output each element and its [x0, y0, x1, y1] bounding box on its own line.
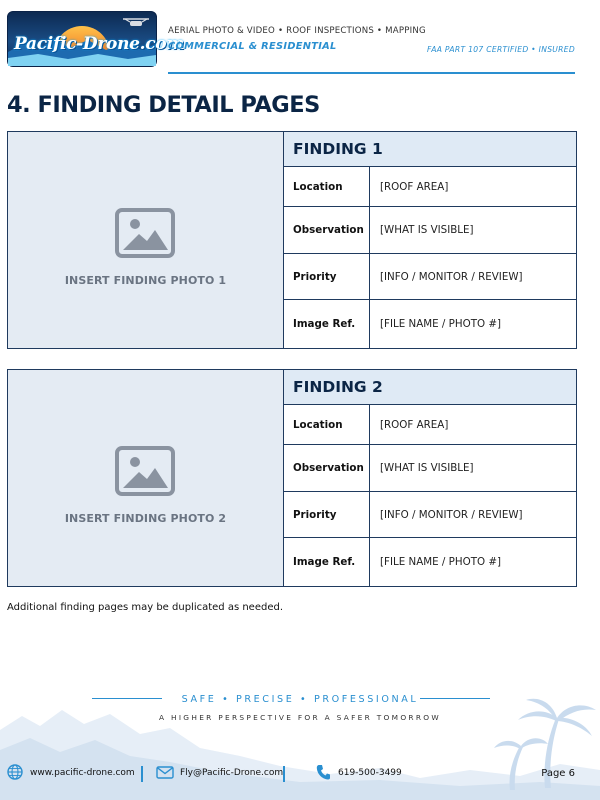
row-label: Image Ref.: [284, 300, 370, 348]
row-value[interactable]: [INFO / MONITOR / REVIEW]: [380, 508, 523, 521]
row-label: Priority: [284, 492, 370, 537]
row-value[interactable]: [FILE NAME / PHOTO #]: [380, 556, 502, 568]
duplicate-note: Additional finding pages may be duplicated as needed.: [7, 602, 284, 613]
finding-row-priority: [284, 254, 576, 300]
image-placeholder-icon: [115, 208, 175, 258]
footer-separator: [283, 766, 285, 782]
finding-row-image-ref: [284, 538, 576, 586]
footer-email-link[interactable]: Fly@Pacific-Drone.com: [180, 768, 284, 778]
finding-photo-label: INSERT FINDING PHOTO 1: [64, 274, 227, 287]
row-value[interactable]: [ROOF AREA]: [380, 418, 449, 431]
logo-wordmark: Pacific-Drone.com: [14, 34, 185, 54]
finding-title: FINDING 2: [284, 370, 576, 405]
section-title: 4. FINDING DETAIL PAGES: [7, 92, 320, 118]
footer-mountains-art: [0, 690, 600, 800]
row-label: Observation: [284, 207, 370, 253]
row-label: Image Ref.: [284, 538, 370, 586]
finding-row-location: [284, 405, 576, 445]
row-value[interactable]: [WHAT IS VISIBLE]: [380, 462, 474, 474]
company-logo: [7, 11, 185, 67]
finding-row-observation: [284, 207, 576, 254]
finding-photo-label: INSERT FINDING PHOTO 2: [64, 512, 227, 525]
globe-icon: [7, 764, 23, 780]
finding-photo-placeholder-2[interactable]: [8, 370, 284, 586]
page-number: Page 6: [541, 768, 575, 779]
footer-slogan: SAFE • PRECISE • PROFESSIONAL: [181, 694, 419, 705]
finding-row-location: [284, 167, 576, 207]
finding-row-priority: [284, 492, 576, 538]
row-label: Location: [284, 167, 370, 206]
finding-row-image-ref: [284, 300, 576, 348]
row-value[interactable]: [FILE NAME / PHOTO #]: [380, 318, 502, 330]
drone-icon: [120, 16, 152, 30]
footer-phone-link[interactable]: 619-500-3499: [338, 768, 402, 778]
finding-table-1: [284, 132, 576, 348]
footer-separator: [141, 766, 143, 782]
finding-card-2: [7, 369, 577, 587]
phone-icon: [316, 764, 331, 780]
finding-table-2: [284, 370, 576, 586]
header-divider: [168, 72, 575, 74]
header-credentials: FAA PART 107 CERTIFIED • INSURED: [427, 45, 575, 54]
finding-card-1: [7, 131, 577, 349]
finding-photo-placeholder-1[interactable]: [8, 132, 284, 348]
finding-row-observation: [284, 445, 576, 492]
finding-title: FINDING 1: [284, 132, 576, 167]
row-label: Observation: [284, 445, 370, 491]
row-value[interactable]: [INFO / MONITOR / REVIEW]: [380, 270, 523, 283]
header-services: AERIAL PHOTO & VIDEO • ROOF INSPECTIONS • MAPPING: [168, 26, 426, 36]
image-placeholder-icon: [115, 446, 175, 496]
row-label: Priority: [284, 254, 370, 299]
header-segments: COMMERCIAL & RESIDENTIAL: [168, 41, 337, 52]
footer-tagline: A HIGHER PERSPECTIVE FOR A SAFER TOMORROW: [158, 713, 442, 722]
row-value[interactable]: [WHAT IS VISIBLE]: [380, 224, 474, 236]
mail-icon: [156, 766, 174, 779]
footer-website-link[interactable]: www.pacific-drone.com: [30, 768, 135, 778]
row-value[interactable]: [ROOF AREA]: [380, 180, 449, 193]
row-label: Location: [284, 405, 370, 444]
